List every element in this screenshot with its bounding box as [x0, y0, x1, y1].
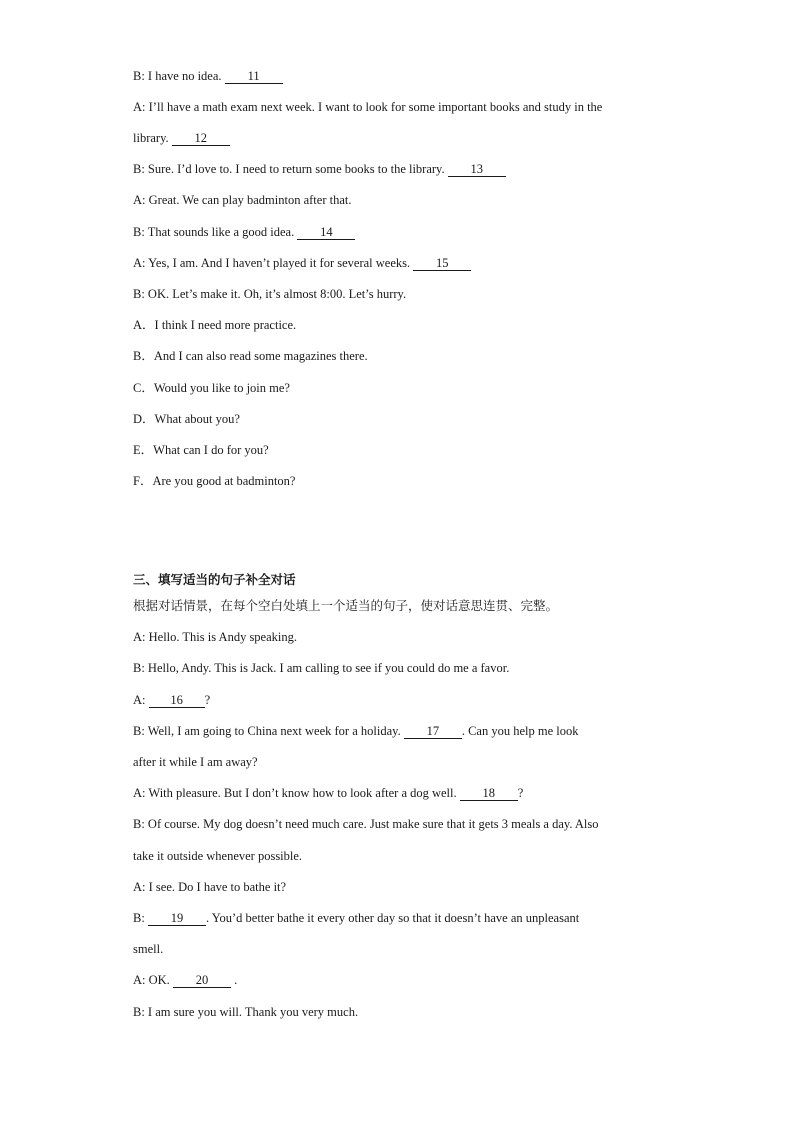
option-text: I think I need more practice.: [154, 318, 297, 332]
dialogue-line: [133, 785, 673, 801]
line-text: B: OK. Let’s make it. Oh, it’s almost 8:00. Let’s hurry.: [133, 287, 407, 301]
dialogue-line: [133, 660, 673, 676]
dialogue-line: [133, 910, 673, 926]
dialogue-line: [133, 629, 673, 645]
line-text: B:: [133, 911, 148, 925]
dialogue-line: [133, 255, 673, 271]
answer-blank[interactable]: 16: [149, 693, 205, 708]
dialogue-line: [133, 816, 673, 832]
dialogue-line: [133, 692, 673, 708]
line-text: take it outside whenever possible.: [133, 849, 303, 863]
dialogue-line: [133, 972, 673, 988]
line-text: A: With pleasure. But I don’t know how to look after a dog well.: [133, 786, 460, 800]
dialogue-line: [133, 224, 673, 240]
answer-blank[interactable]: 20: [173, 973, 231, 988]
dialogue-line: [133, 68, 673, 84]
option-letter: F．: [133, 474, 153, 488]
line-text: A: OK.: [133, 973, 173, 987]
answer-blank[interactable]: 17: [404, 724, 462, 739]
line-text: B: I am sure you will. Thank you very much.: [133, 1005, 359, 1019]
dialogue-line: [133, 130, 673, 146]
line-text: A: Yes, I am. And I haven’t played it for several weeks.: [133, 256, 414, 270]
line-text: after it while I am away?: [133, 755, 258, 769]
dialogue-line: [133, 161, 673, 177]
line-text: B: Sure. I’d love to. I need to return some books to the library.: [133, 162, 448, 176]
dialogue-line: [133, 99, 673, 115]
option-d: [133, 411, 673, 427]
line-text-after: .: [230, 973, 238, 987]
option-letter: D．: [133, 412, 155, 426]
dialogue-line: [133, 848, 673, 864]
line-text: A:: [133, 693, 149, 707]
line-text: B: Of course. My dog doesn’t need much care. Just make sure that it gets 3 meals a day. Also: [133, 817, 599, 831]
line-text: A: I see. Do I have to bathe it?: [133, 880, 287, 894]
option-letter: E．: [133, 443, 154, 457]
line-text: library.: [133, 131, 172, 145]
option-f: [133, 473, 673, 489]
option-letter: B．: [133, 349, 154, 363]
option-text: Are you good at badminton?: [152, 474, 296, 488]
option-letter: A．: [133, 318, 155, 332]
dialogue-line: [133, 286, 673, 302]
line-text-after: . You’d better bathe it every other day so that it doesn’t have an unpleasant: [205, 911, 580, 925]
option-c: [133, 380, 673, 396]
dialogue-line: [133, 1004, 673, 1020]
line-text: B: Well, I am going to China next week for a holiday.: [133, 724, 404, 738]
dialogue-line: [133, 941, 673, 957]
answer-blank[interactable]: 12: [172, 131, 230, 146]
section-title: 三、填写适当的句子补全对话: [133, 572, 296, 587]
answer-blank[interactable]: 13: [448, 162, 506, 177]
line-text-after: ?: [204, 693, 211, 707]
line-text: A: I’ll have a math exam next week. I want to look for some important books and study in the: [133, 100, 603, 114]
option-e: [133, 442, 673, 458]
option-b: [133, 348, 673, 364]
option-text: And I can also read some magazines there.: [153, 349, 368, 363]
line-text: A: Hello. This is Andy speaking.: [133, 630, 298, 644]
line-text-after: ?: [517, 786, 524, 800]
dialogue-line: [133, 192, 673, 208]
answer-blank[interactable]: 18: [460, 786, 518, 801]
line-text: B: Hello, Andy. This is Jack. I am calling to see if you could do me a favor.: [133, 661, 510, 675]
dialogue-line: [133, 754, 673, 770]
option-text: What about you?: [154, 412, 240, 426]
dialogue-line: [133, 879, 673, 895]
answer-blank[interactable]: 19: [148, 911, 206, 926]
option-a: [133, 317, 673, 333]
answer-blank[interactable]: 11: [225, 69, 283, 84]
option-letter: C．: [133, 381, 154, 395]
option-text: What can I do for you?: [153, 443, 269, 457]
line-text: smell.: [133, 942, 164, 956]
section-instruction: 根据对话情景，在每个空白处填上一个适当的句子，使对话意思连贯、完整。: [133, 598, 559, 613]
line-text: B: That sounds like a good idea.: [133, 225, 298, 239]
option-text: Would you like to join me?: [153, 381, 290, 395]
answer-blank[interactable]: 15: [413, 256, 471, 271]
answer-blank[interactable]: 14: [297, 225, 355, 240]
line-text-after: . Can you help me look: [461, 724, 579, 738]
line-text: A: Great. We can play badminton after that.: [133, 193, 352, 207]
line-text: B: I have no idea.: [133, 69, 225, 83]
dialogue-line: [133, 723, 673, 739]
